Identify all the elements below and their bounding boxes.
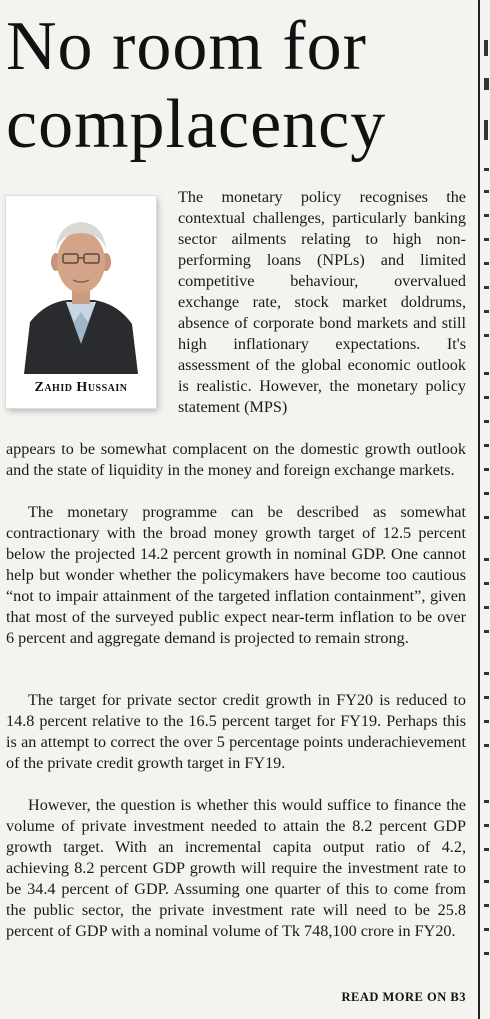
author-photo-card [6,196,156,408]
author-byline: Zahid Hussain [34,380,128,395]
intro-paragraph: The monetary policy recognises the contextual challenges, particularly banking sector ailments relating to high non-performing loans (NPLs) and limited competitive behaviour, overvalued exchange rate, stock market doldrums, absence of corporate bond markets and still high inflationary expectations. It's assessment of the global economic outlook is realistic. However, the monetary policy statement (MPS) [178,188,466,416]
adjacent-column-fragment [484,0,490,1019]
paragraph-monetary-programme: The monetary programme can be described as somewhat contractionary with the broad money growth target of 12.5 percent below the projected 14.2 percent growth in nominal GDP. One cannot help but wonder whether the policymakers have become too cautious “not to impair attainment of the targeted inflation containment”, given that most of the surveyed public expect near-term inflation to be over 6 percent and aggregate demand is projected to remain strong. [6,503,466,647]
headline: No room for complacency [6,8,387,163]
read-more-link[interactable]: READ MORE ON B3 [341,990,466,1004]
paragraph-private-investment: However, the question is whether this would suffice to finance the volume of private investment needed to attain the 8.2 percent GDP growth target. With an incremental capita output ratio of 4.2, achieving 8.2 percent GDP growth will require the investment rate to be 34.4 percent of GDP. Assuming one quarter of this to come from the public sector, the private investment rate will need to be 25.8 percent of GDP with a nominal volume of Tk 748,100 crore in FY20. [6,796,466,940]
intro-paragraph-continued: appears to be somewhat complacent on the domestic growth outlook and the state of liquidity in the money and foreign exchange markets. [6,440,466,479]
paragraph-private-credit-target: The target for private sector credit growth in FY20 is reduced to 14.8 percent relative to the 16.5 percent target for FY19. Perhaps this is an attempt to correct the over 5 percentage points underachievement of the private credit growth target in FY19. [6,691,466,772]
author-portrait [16,204,146,374]
column-rule [478,0,480,1019]
